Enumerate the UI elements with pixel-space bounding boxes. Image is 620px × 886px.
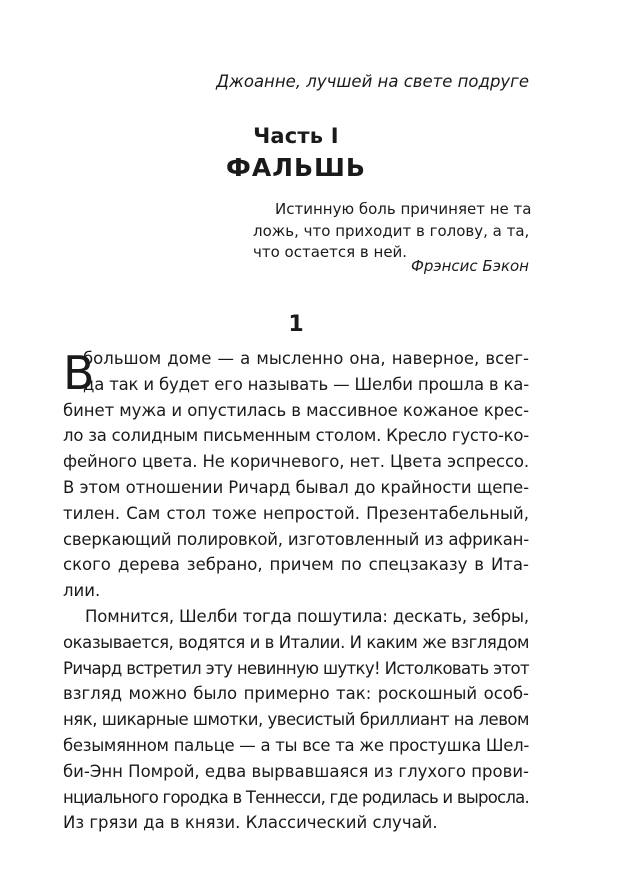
text-line: безымянном пальце — а ты все та же простушка Шел- [63, 735, 529, 755]
epigraph-author: Фрэнсис Бэкон [410, 257, 529, 275]
part-title: ФАЛЬШЬ [226, 153, 366, 182]
text-line: В этом отношении Ричард бывал до крайности щепе- [63, 477, 529, 497]
book-page [63, 0, 532, 886]
drop-cap: В [63, 346, 95, 400]
epigraph-line: ложь, что приходит в голову, а та, [253, 221, 530, 240]
text-line: фейного цвета. Не коричневого, нет. Цвета эспрессо. [63, 452, 530, 472]
part-label: Часть I [253, 124, 339, 148]
epigraph [253, 199, 532, 264]
chapter-number: 1 [288, 312, 304, 337]
text-line: би-Энн Помрой, едва вырвавшаяся из глухого прови- [63, 761, 529, 781]
text-line: Из грязи да в князи. Классический случай. [63, 813, 438, 833]
text-line: бинет мужа и опустилась в массивное кожаное крес- [63, 400, 529, 420]
text-line: лии. [63, 581, 101, 601]
text-line: няк, шикарные шмотки, увесистый бриллиант на левом [63, 710, 530, 730]
text-line: тилен. Сам стол тоже непростой. Презентабельный, [63, 503, 529, 523]
text-line: да так и будет его называть — Шелби прошла в ка- [83, 374, 530, 394]
dedication: Джоанне, лучшей на свете подруге [216, 72, 529, 91]
epigraph-line: Истинную боль причиняет не та [275, 200, 532, 218]
chapter-text [63, 346, 529, 836]
text-line: ло за солидным письменным столом. Кресло густо-ко- [63, 426, 530, 446]
text-line: ского дерева зебрано, причем по спецзаказу в Ита- [63, 555, 529, 575]
text-line: нциального городка в Теннесси, где родилась и выросла. [63, 787, 529, 807]
text-line: оказывается, водятся и в Италии. И каким же взглядом [63, 632, 529, 652]
epigraph-line: что остается в ней. [253, 243, 408, 261]
text-line: большом доме — а мысленно она, наверное, всег- [83, 349, 529, 368]
text-line: Помнится, Шелби тогда пошутила: дескать, зебры, [85, 606, 530, 626]
text-line: взгляд можно было примерно так: роскошный особ- [63, 684, 529, 704]
text-line: сверкающий полировкой, изготовленный из африкан- [63, 529, 530, 549]
text-line: Ричард встретил эту невинную шутку! Истолковать этот [63, 658, 529, 678]
